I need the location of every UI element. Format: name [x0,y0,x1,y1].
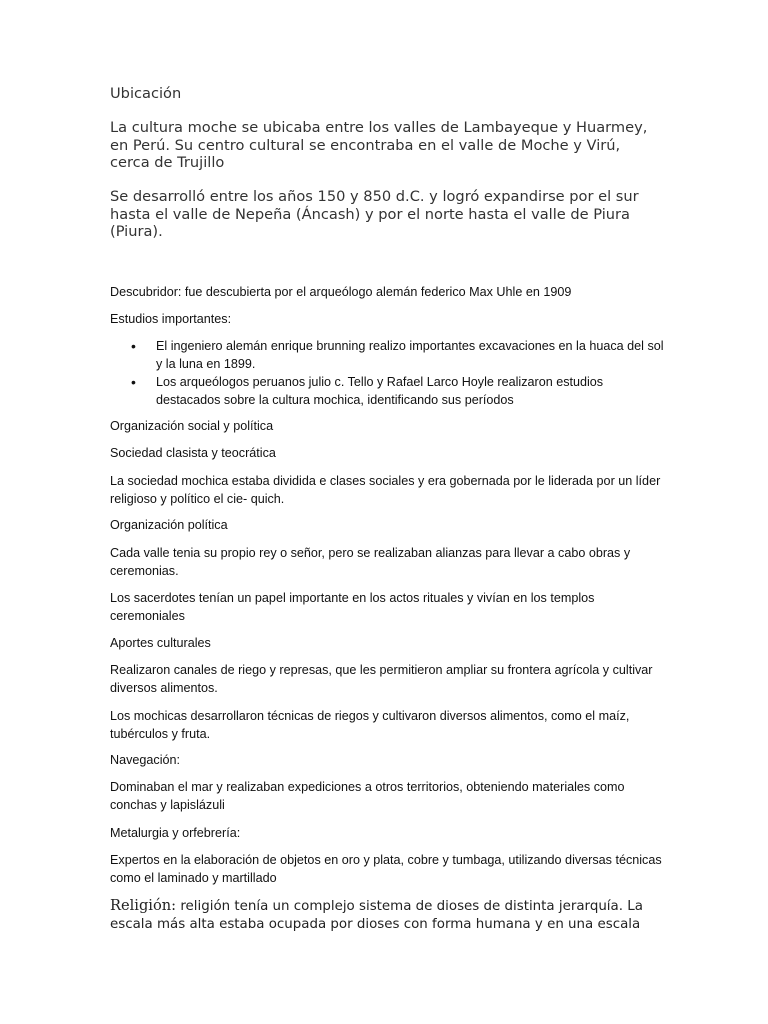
bullet-icon: • [131,374,136,390]
list-item [110,374,665,409]
org-political-heading: Organización política [110,518,228,532]
discoverer-line: Descubridor: fue descubierta por el arqueólogo alemán federico Max Uhle en 1909 [110,285,572,299]
studies-heading: Estudios importantes: [110,312,232,326]
cultural-heading: Aportes culturales [110,636,211,650]
org-political-text: Cada valle tenia su propio rey o señor, pero se realizaban alianzas para llevar a cabo obras y ceremonias. [110,546,631,578]
metallurgy-heading: Metalurgia y orfebrería: [110,826,241,840]
location-paragraph: La cultura moche se ubicaba entre los valles de Lambayeque y Huarmey, en Perú. Su centro cultural se encontraba en el valle de Moche y Virú, cerca de Trujillo [110,119,648,171]
canals-text: Realizaron canales de riego y represas, que les permitieron ampliar su frontera agrícola y cultivar diversos alimentos. [110,663,653,695]
class-society-text: La sociedad mochica estaba dividida e clases sociales y era gobernada por le liderada por un líder religioso y político el cie- quich. [110,474,661,506]
class-society-heading: Sociedad clasista y teocrática [110,446,276,460]
study-text: El ingeniero alemán enrique brunning realizo importantes excavaciones en la huaca del sol y la luna en 1899. [156,339,664,371]
techniques-text: Los mochicas desarrollaron técnicas de riegos y cultivaron diversos alimentos, como el maíz, tubérculos y fruta. [110,709,630,741]
list-item [110,338,665,373]
metallurgy-text: Expertos en la elaboración de objetos en oro y plata, cobre y tumbaga, utilizando diversas técnicas como el laminado y martillado [110,853,662,885]
religion-text: religión tenía un complejo sistema de dioses de distinta jerarquía. La escala más alta estaba ocupada por dioses con forma humana y en una escala [110,899,643,932]
study-text: Los arqueólogos peruanos julio c. Tello y Rafael Larco Hoyle realizaron estudios destacados sobre la cultura mochica, identificando sus períodos [156,375,604,407]
navigation-text: Dominaban el mar y realizaban expediciones a otros territorios, obteniendo materiales como conchas y lapislázuli [110,780,625,812]
section-title: Ubicación [110,85,182,102]
religion-paragraph [110,897,655,933]
religion-label: Religión: [110,897,177,914]
priests-text: Los sacerdotes tenían un papel importante en los actos rituales y vivían en los templos ceremoniales [110,591,595,623]
navigation-heading: Navegación: [110,753,181,767]
org-social-heading: Organización social y política [110,419,274,433]
studies-list [110,338,665,410]
development-paragraph: Se desarrolló entre los años 150 y 850 d.C. y logró expandirse por el sur hasta el valle de Nepeña (Áncash) y por el norte hasta el valle de Piura (Piura). [110,188,639,240]
bullet-icon: • [131,338,136,354]
